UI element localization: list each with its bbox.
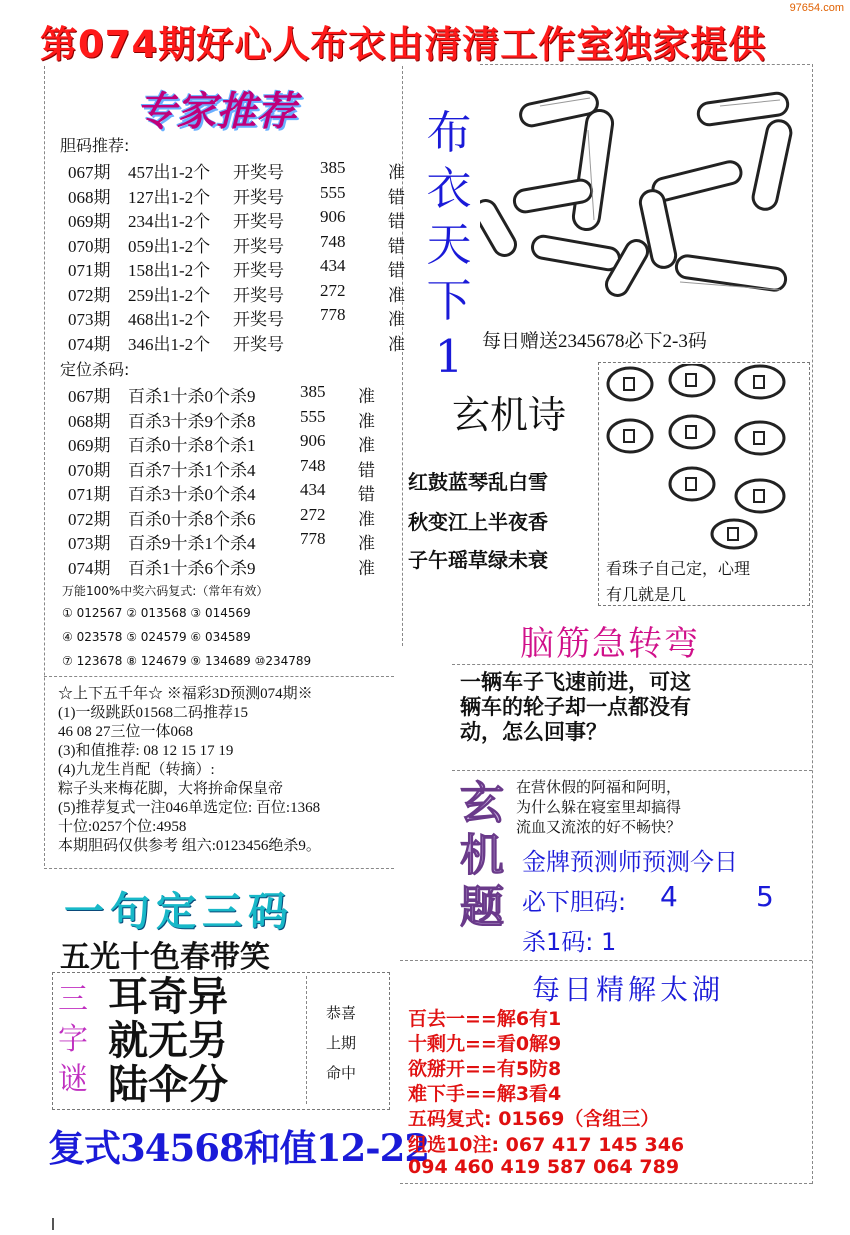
dingwei-num: 748	[300, 455, 326, 475]
info-line: 粽子头来梅花脚，大将拚命保皇帝	[58, 781, 284, 797]
dingwei-period: 067期	[68, 387, 111, 406]
danma-res: 准	[388, 285, 405, 305]
danma-pick: 127出1-2个	[128, 187, 211, 207]
taihu-line: 组选10注: 067 417 145 346	[408, 1134, 685, 1156]
danma-period: 070期	[68, 236, 111, 256]
divider-top-right	[480, 64, 810, 65]
info-line: (5)推荐复式一注046单选定位: 百位:1368	[58, 800, 321, 816]
info-line: 46 08 27三位一体068	[58, 724, 194, 740]
dingwei-period: 069期	[68, 436, 111, 455]
poem-line: 红鼓蓝琴乱白雪	[408, 470, 548, 494]
dingwei-pick: 百杀3十杀9个杀8	[128, 411, 256, 431]
danma-pick: 259出1-2个	[128, 285, 211, 305]
riddle-line: 为什么躲在寝室里却搞得	[516, 798, 682, 816]
dingwei-num: 385	[300, 382, 326, 401]
dingwei-label: 定位杀码:	[60, 360, 130, 379]
danma-period: 069期	[68, 212, 111, 231]
danma-tag: 开奖号	[233, 187, 284, 207]
sanzimi-note-divider	[306, 976, 307, 1104]
expert-title: 专家推荐	[136, 88, 296, 135]
taihu-line: 十剩九==看0解9	[408, 1033, 562, 1055]
danma-label: 胆码推荐:	[60, 136, 130, 155]
fushi-banner: 复式34568和值12-22	[48, 1126, 430, 1170]
info-line: 十位:0257个位:4958	[58, 819, 187, 835]
dingwei-pick: 百杀0十杀8个杀6	[128, 509, 256, 529]
danma-num: 778	[320, 305, 346, 324]
info-line: 本期胆码仅供参考 组六:0123456绝杀9。	[58, 838, 321, 854]
poem-line: 秋变江上半夜香	[408, 510, 548, 534]
danma-res: 错	[388, 212, 405, 231]
number-32-image	[480, 70, 810, 320]
divider-bottom	[400, 1183, 812, 1184]
combo-line: ④ 023578 ⑤ 024579 ⑥ 034589	[62, 630, 251, 644]
danma-pick: 346出1-2个	[128, 334, 211, 354]
danma-res: 错	[388, 236, 405, 256]
sanzimi-note: 恭喜	[326, 1004, 357, 1022]
sanzimi-note: 命中	[326, 1064, 357, 1082]
danma-period: 074期	[68, 334, 111, 354]
gold-predictor-title: 金牌预测师预测今日	[522, 848, 738, 876]
dingwei-res: 准	[358, 411, 375, 431]
taihu-line: 难下手==解3看4	[408, 1083, 562, 1105]
danma-period: 071期	[68, 261, 111, 280]
dingwei-pick: 百杀1十杀0个杀9	[128, 387, 256, 406]
dingwei-num: 906	[300, 431, 326, 450]
dingwei-period: 068期	[68, 411, 111, 431]
danma-pick: 457出1-2个	[128, 163, 211, 182]
riddle-label: 玄机题	[460, 778, 504, 933]
info-line: (4)九龙生肖配（转摘）:	[58, 762, 215, 778]
divider-left-vertical	[44, 66, 45, 866]
danma-num: 434	[320, 256, 346, 275]
info-line: ☆上下五千年☆ ※福彩3D预测074期※	[58, 686, 313, 702]
dingwei-res: 准	[358, 509, 375, 529]
dingwei-num: 555	[300, 406, 326, 426]
danma-period: 068期	[68, 187, 111, 207]
sanzimi-label: 三字谜	[58, 982, 88, 1097]
brain-teaser-line: 一辆车子飞速前进，可这	[460, 669, 691, 694]
taihu-line: 百去一==解6有1	[408, 1008, 562, 1030]
site-watermark: 97654.com	[789, 2, 844, 14]
dingwei-pick: 百杀0十杀8个杀1	[128, 436, 256, 455]
dingwei-pick: 百杀9十杀1个杀4	[128, 534, 256, 553]
dingwei-period: 071期	[68, 485, 111, 504]
danma-pick: 468出1-2个	[128, 310, 211, 329]
danma-pick: 158出1-2个	[128, 261, 211, 280]
danma-pick: 234出1-2个	[128, 212, 211, 231]
dingwei-res: 错	[358, 485, 375, 504]
dingwei-pick: 百杀3十杀0个杀4	[128, 485, 256, 504]
divider-right-vertical	[812, 64, 813, 1184]
brain-teaser-line: 动，怎么回事？	[460, 719, 607, 744]
riddle-line: 在营休假的阿福和阿明，	[516, 778, 682, 796]
dingwei-res: 准	[358, 436, 375, 455]
yiju-title: 一句定三码	[64, 888, 294, 935]
sanzimi-clue: 陆伞分	[108, 1061, 228, 1108]
danma-period: 073期	[68, 310, 111, 329]
dingwei-period: 070期	[68, 460, 111, 480]
divider-teaser	[452, 664, 812, 665]
danma-tag: 开奖号	[233, 261, 284, 280]
combo-label: 万能100%中奖六码复式:（常年有效）	[62, 584, 269, 598]
danma-tag: 开奖号	[233, 163, 284, 182]
brain-teaser-title: 脑筋急转弯	[520, 624, 700, 664]
danma-num: 555	[320, 182, 346, 202]
sanzimi-clue: 就无另	[108, 1017, 228, 1064]
info-line: (1)一级跳跃01568二码推荐15	[58, 705, 248, 721]
poem-line: 子午瑶草绿未衰	[408, 548, 548, 572]
sanzimi-clue: 耳奇异	[108, 973, 228, 1020]
danma-res: 准	[388, 310, 405, 329]
divider-riddle	[452, 770, 812, 771]
danma-tag: 开奖号	[233, 334, 284, 354]
daily-gift-text: 每日赠送2345678必下2-3码	[482, 331, 707, 352]
beads-number-image	[600, 364, 806, 550]
danma-tag: 开奖号	[233, 236, 284, 256]
combo-line: ① 012567 ② 013568 ③ 014569	[62, 606, 251, 620]
danma-tag: 开奖号	[233, 285, 284, 305]
danma-tag: 开奖号	[233, 310, 284, 329]
danma-num: 906	[320, 207, 346, 226]
buyi-vertical-title: 布衣天下1	[426, 106, 472, 383]
sanzimi-note: 上期	[326, 1034, 357, 1052]
info-line: (3)和值推荐: 08 12 15 17 19	[58, 743, 234, 759]
dingwei-num: 434	[300, 480, 326, 499]
yiju-phrase: 五光十色春带笑	[60, 940, 270, 975]
riddle-line: 流血又流浓的好不畅快？	[516, 818, 682, 836]
danma-res: 准	[388, 334, 405, 354]
dingwei-num: 272	[300, 504, 326, 524]
dingwei-num: 778	[300, 529, 326, 548]
dingwei-res: 错	[358, 460, 375, 480]
dingwei-pick: 百杀7十杀1个杀4	[128, 460, 256, 480]
taihu-line: 五码复式: 01569（含组三）	[408, 1108, 660, 1130]
divider-taihu	[400, 960, 812, 961]
dingwei-period: 074期	[68, 558, 111, 578]
danma-num: 272	[320, 280, 346, 300]
kill-code: 杀1码: 1	[522, 928, 617, 956]
bottom-mark	[52, 1218, 54, 1230]
xuanji-poem-title: 玄机诗	[452, 393, 567, 437]
dingwei-period: 073期	[68, 534, 111, 553]
danma-num: 385	[320, 158, 346, 177]
dingwei-res: 准	[358, 534, 375, 553]
danma-period: 067期	[68, 163, 111, 182]
brain-teaser-line: 辆车的轮子却一点都没有	[460, 694, 691, 719]
dingwei-period: 072期	[68, 509, 111, 529]
danma-res: 错	[388, 261, 405, 280]
beads-caption-line: 有几就是几	[606, 585, 687, 604]
dingwei-pick: 百杀1十杀6个杀9	[128, 558, 256, 578]
danma-tag: 开奖号	[233, 212, 284, 231]
taihu-line: 欲掰开==有5防8	[408, 1058, 562, 1080]
dingwei-res: 准	[358, 558, 375, 578]
divider-mid-vertical	[402, 66, 403, 646]
must-dan-2: 5	[756, 880, 774, 913]
danma-pick: 059出1-2个	[128, 236, 211, 256]
danma-res: 错	[388, 187, 405, 207]
must-dan-label: 必下胆码:	[522, 888, 627, 916]
beads-caption-line: 看珠子自己定，心理	[606, 559, 751, 578]
taihu-line: 094 460 419 587 064 789	[408, 1156, 680, 1178]
danma-num: 748	[320, 231, 346, 251]
must-dan-1: 4	[660, 880, 678, 913]
dingwei-res: 准	[358, 387, 375, 406]
page-title: 第074期好心人布衣由清清工作室独家提供	[40, 23, 767, 66]
divider-lower-left	[44, 868, 394, 869]
taihu-title: 每日精解太湖	[532, 973, 725, 1006]
divider-info	[44, 676, 394, 677]
danma-period: 072期	[68, 285, 111, 305]
combo-line: ⑦ 123678 ⑧ 124679 ⑨ 134689 ⑩234789	[62, 654, 312, 668]
danma-res: 准	[388, 163, 405, 182]
